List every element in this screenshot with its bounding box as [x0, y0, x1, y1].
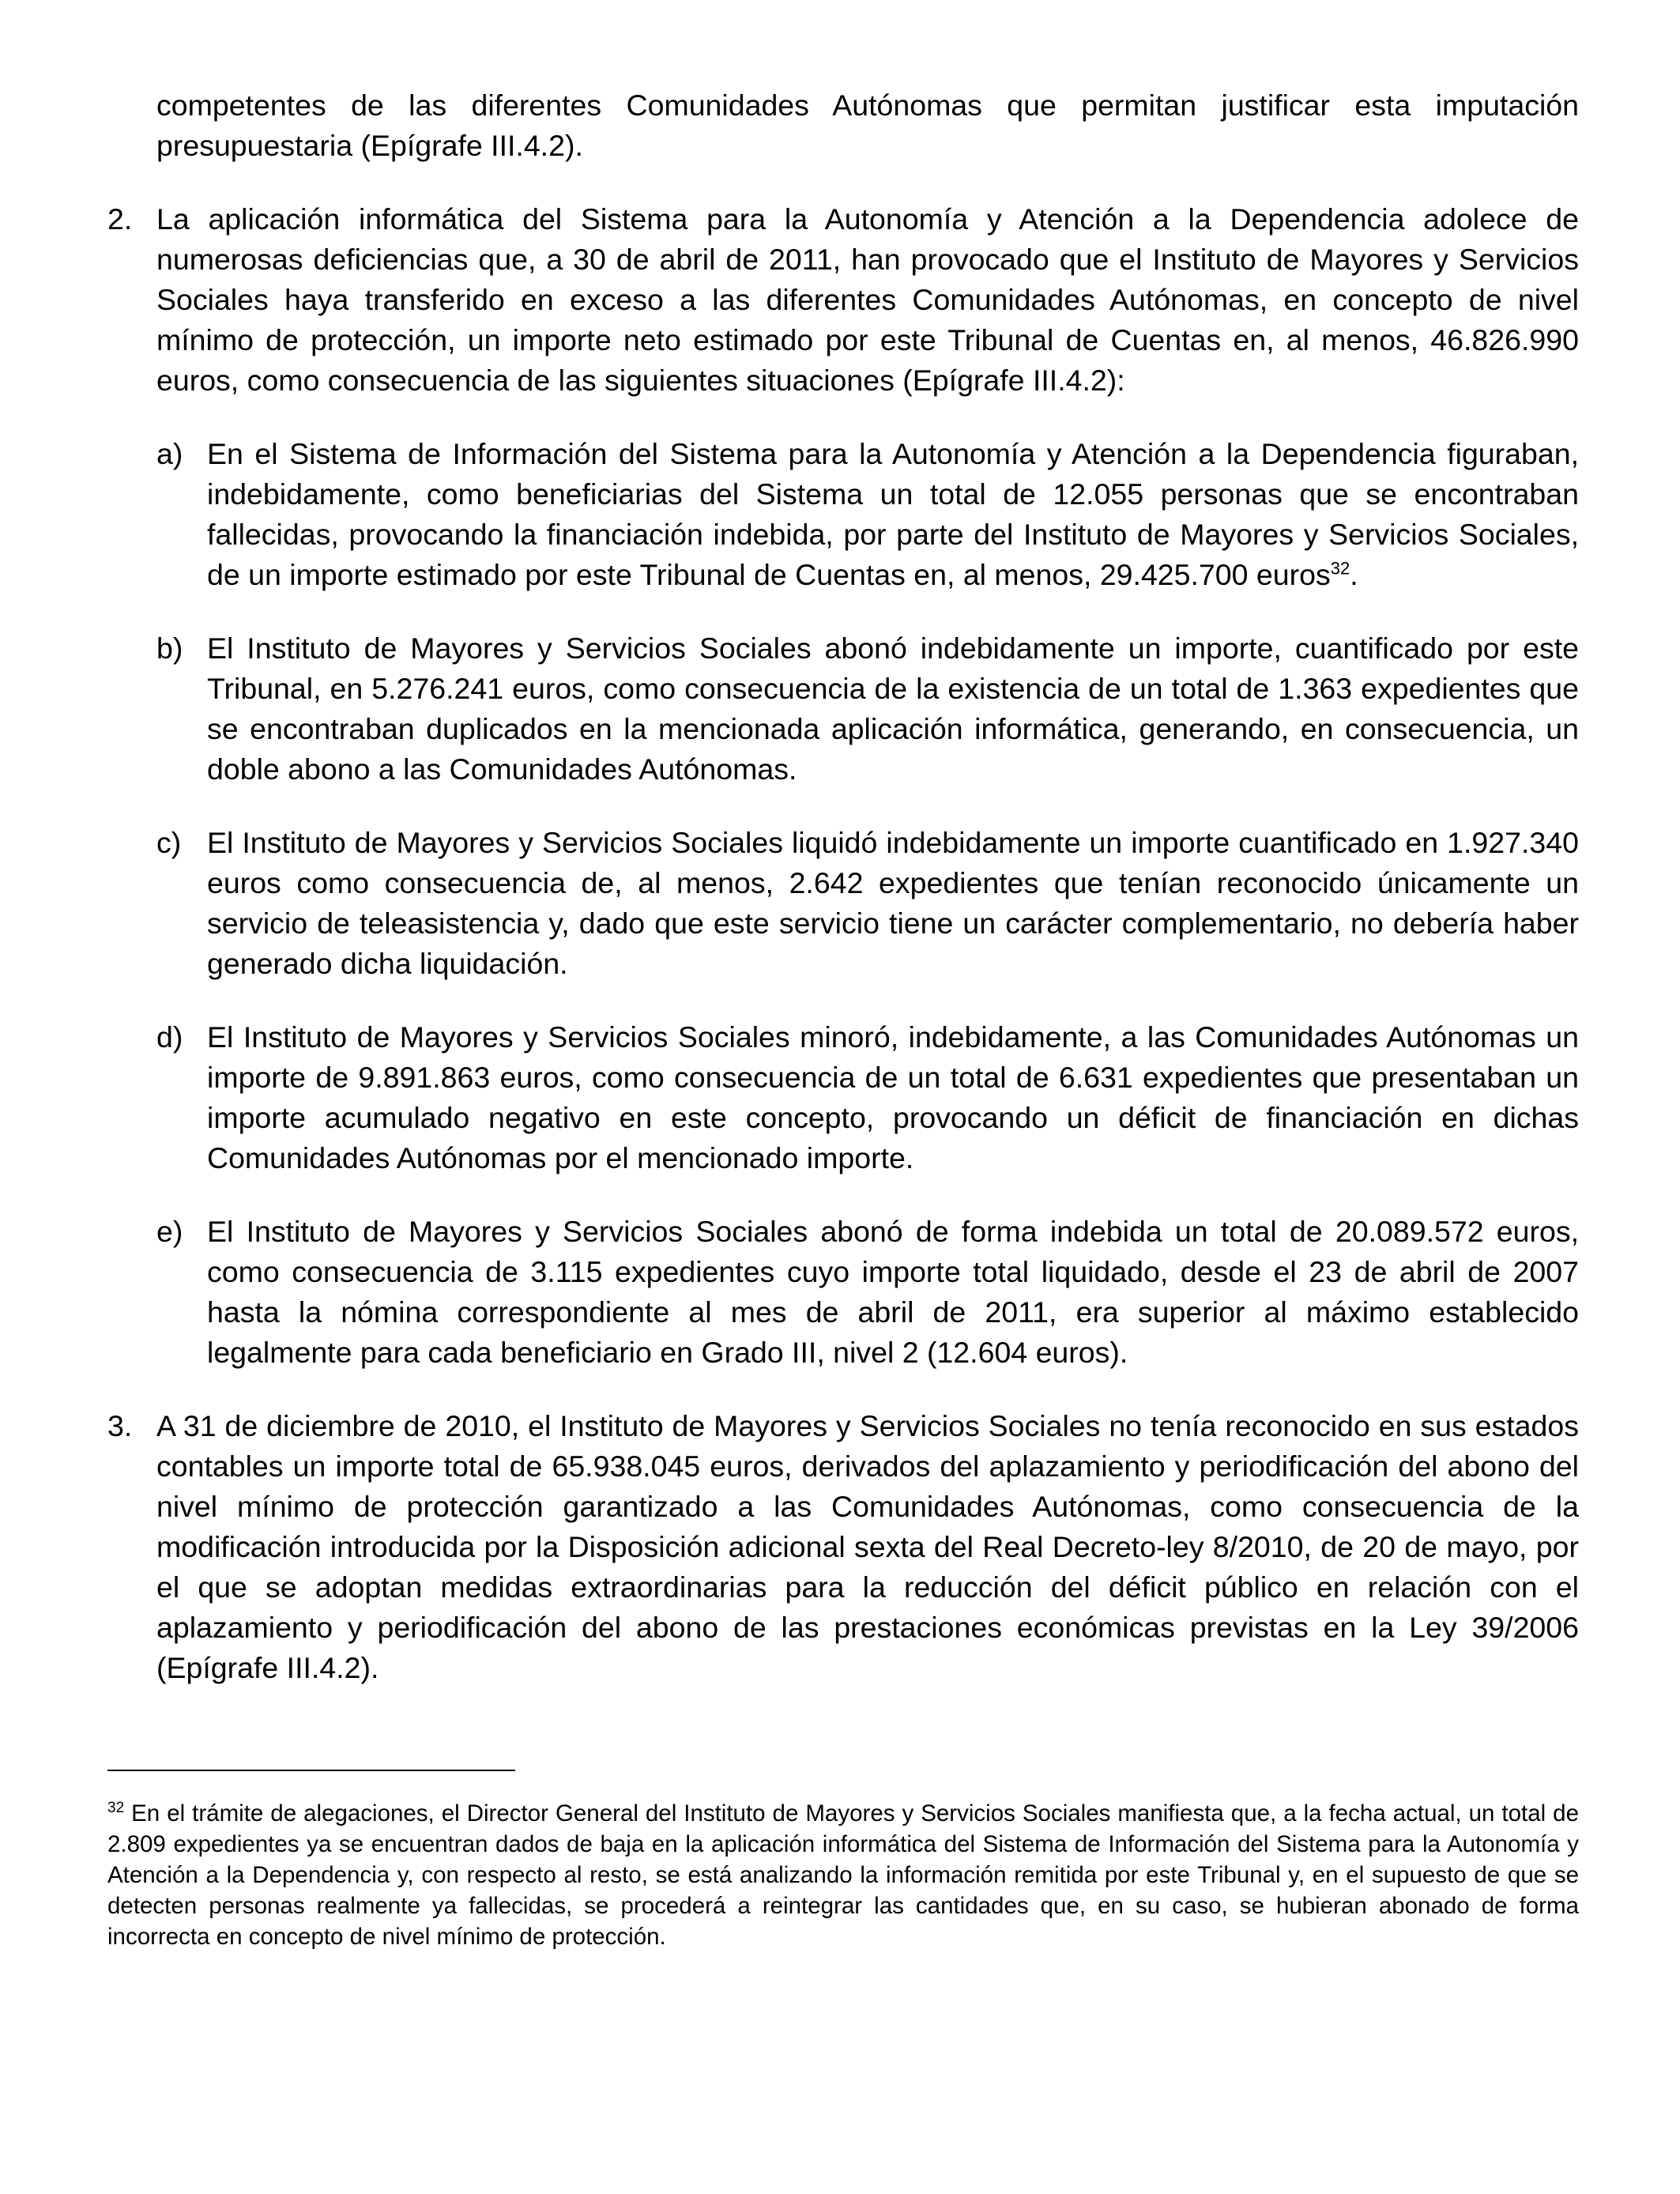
item-text: La aplicación informática del Sistema para la Autonomía y Atención a la Dependencia adolece de numerosas deficiencias que, a 30 de abril de 2011, han provocado que el Instituto de Mayores y Servicios Sociales haya transferido en exceso a las diferentes Comunidades Autónomas, en concepto de nivel mínimo de protección, un importe neto estimado por este Tribunal de Cuentas en, al menos, 46.826.990 euros, como consecuencia de las siguientes situaciones (Epígrafe III.4.2):	[156, 202, 1579, 397]
subitem-d	[156, 1017, 1579, 1178]
subitem-text-container	[207, 434, 1579, 595]
subitem-text: En el Sistema de Información del Sistema para la Autonomía y Atención a la Dependencia figuraban, indebidamente, como beneficiarias del Sistema un total de 12.055 personas que se encontraban fallecidas, provocando la financiación indebida, por parte del Instituto de Mayores y Servicios Sociales, de un importe estimado por este Tribunal de Cuentas en, al menos, 29.425.700 euros	[207, 437, 1579, 591]
subitem-e	[156, 1212, 1579, 1373]
subitem-a	[156, 434, 1579, 595]
document-body	[107, 85, 1579, 1688]
subitem-text: El Instituto de Mayores y Servicios Sociales liquidó indebidamente un importe cuantificado en 1.927.340 euros como consecuencia de, al menos, 2.642 expedientes que tenían reconocido únicamente un servicio de teleasistencia y, dado que este servicio tiene un carácter complementario, no debería haber generado dicha liquidación.	[207, 826, 1579, 980]
list-item-2	[107, 199, 1579, 1373]
subitem-label: e)	[156, 1215, 183, 1248]
subitem-text-end: .	[1350, 558, 1358, 591]
subitem-label: a)	[156, 437, 183, 470]
subitem-c	[156, 823, 1579, 984]
subitem-label: c)	[156, 826, 182, 859]
footnote-reference[interactable]: 32	[1330, 558, 1350, 579]
item-number: 3.	[107, 1409, 133, 1442]
subitem-label: b)	[156, 631, 183, 665]
footnote-marker: 32	[107, 1800, 125, 1817]
subitem-b	[156, 628, 1579, 790]
item-number: 2.	[107, 202, 133, 236]
footnote	[107, 1798, 1579, 1952]
subitem-text: El Instituto de Mayores y Servicios Sociales abonó de forma indebida un total de 20.089.572 euros, como consecuencia de 3.115 expedientes cuyo importe total liquidado, desde el 23 de abril de 2007 hasta la nómina correspondiente al mes de abril de 2011, era superior al máximo establecido legalmente para cada beneficiario en Grado III, nivel 2 (12.604 euros).	[207, 1215, 1579, 1369]
footnote-text: En el trámite de alegaciones, el Director General del Instituto de Mayores y Servicios Sociales manifiesta que, a la fecha actual, un total de 2.809 expedientes ya se encuentran dados de baja en la aplicación informática del Sistema de Información del Sistema para la Autonomía y Atención a la Dependencia y, con respecto al resto, se está analizando la información remitida por este Tribunal y, en el supuesto de que se detecten personas realmente ya fallecidas, se procederá a reintegrar las cantidades que, en su caso, se hubieran abonado de forma incorrecta en concepto de nivel mínimo de protección.	[107, 1800, 1579, 1950]
subitem-label: d)	[156, 1020, 183, 1054]
list-item-3	[107, 1406, 1579, 1688]
subitem-text: El Instituto de Mayores y Servicios Sociales minoró, indebidamente, a las Comunidades Autónomas un importe de 9.891.863 euros, como consecuencia de un total de 6.631 expedientes que presentaban un importe acumulado negativo en este concepto, provocando un déficit de financiación en dichas Comunidades Autónomas por el mencionado importe.	[207, 1020, 1579, 1174]
intro-paragraph: competentes de las diferentes Comunidades Autónomas que permitan justificar esta imputación presupuestaria (Epígrafe III.4.2).	[156, 89, 1579, 162]
subitem-text: El Instituto de Mayores y Servicios Sociales abonó indebidamente un importe, cuantificado por este Tribunal, en 5.276.241 euros, como consecuencia de la existencia de un total de 1.363 expedientes que se encontraban duplicados en la mencionada aplicación informática, generando, en consecuencia, un doble abono a las Comunidades Autónomas.	[207, 631, 1579, 786]
item-text: A 31 de diciembre de 2010, el Instituto de Mayores y Servicios Sociales no tenía reconocido en sus estados contables un importe total de 65.938.045 euros, derivados del aplazamiento y periodificación del abono del nivel mínimo de protección garantizado a las Comunidades Autónomas, como consecuencia de la modificación introducida por la Disposición adicional sexta del Real Decreto-ley 8/2010, de 20 de mayo, por el que se adoptan medidas extraordinarias para la reducción del déficit público en relación con el aplazamiento y periodificación del abono de las prestaciones económicas previstas en la Ley 39/2006 (Epígrafe III.4.2).	[156, 1409, 1579, 1684]
footnote-divider	[107, 1770, 515, 1771]
